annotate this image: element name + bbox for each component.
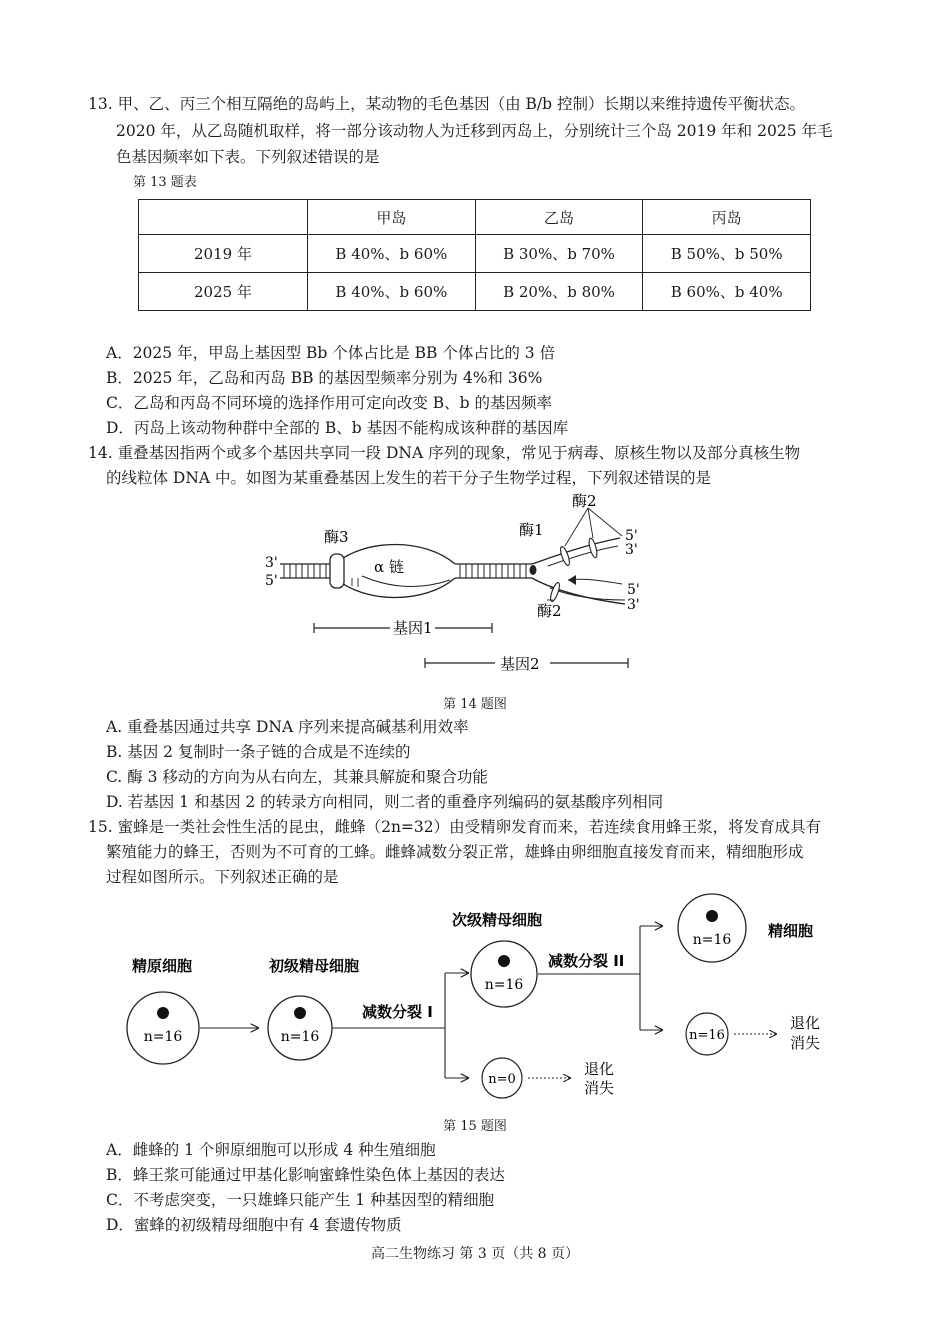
degenerate-1-line-2: 消失 bbox=[584, 1079, 615, 1097]
degenerate-n16: n=16 bbox=[689, 1028, 725, 1043]
label-secondary-spermatocyte: 次级精母细胞 bbox=[451, 911, 543, 929]
label-sperm: 精细胞 bbox=[768, 922, 814, 940]
q15-figure-caption: 第 15 题图 bbox=[443, 1119, 507, 1134]
q15-stem-line-1: 15. 蜜蜂是一类社会性生活的昆虫，雌蜂（2n=32）由受精卵发育而来，若连续食用蜂王浆，将发育成具有 bbox=[88, 818, 822, 836]
label-enzyme-2-bottom: 酶2 bbox=[537, 602, 562, 620]
label-right-top-3prime: 3' bbox=[625, 542, 638, 558]
q13-stem-line-1: 13. 甲、乙、丙三个相互隔绝的岛屿上，某动物的毛色基因（由 B/b 控制）长期以来维持遗传平衡状态。 bbox=[88, 95, 805, 113]
q13-stem-line-2: 2020 年，从乙岛随机取样，将一部分该动物人为迁移到丙岛上，分别统计三个岛 2019 年和 2025 年毛 bbox=[116, 122, 833, 140]
label-enzyme-1: 酶1 bbox=[519, 521, 544, 539]
q14-option-d: D. 若基因 1 和基因 2 的转录方向相同，则二者的重叠序列编码的氨基酸序列相同 bbox=[106, 793, 664, 811]
table-row bbox=[139, 273, 811, 311]
table-header-cell: 丙岛 bbox=[643, 200, 811, 235]
spermatogonium-cell bbox=[127, 992, 199, 1064]
table-cell: 2025 年 bbox=[139, 273, 308, 311]
q15-option-b: B．蜂王浆可能通过甲基化影响蜜蜂性染色体上基因的表达 bbox=[106, 1166, 505, 1184]
table-header-cell bbox=[139, 200, 308, 235]
q13-option-d: D．丙岛上该动物种群中全部的 B、b 基因不能构成该种群的基因库 bbox=[106, 419, 569, 437]
spermatogonium-n: n=16 bbox=[143, 1029, 183, 1045]
label-meiosis-2: 减数分裂 II bbox=[548, 952, 625, 970]
label-primary-spermatocyte: 初级精母细胞 bbox=[268, 957, 360, 975]
gene-frequency-table bbox=[138, 199, 811, 311]
table-cell: B 40%、b 60% bbox=[308, 273, 476, 311]
overlapping-gene-diagram bbox=[250, 488, 670, 683]
label-left-3prime: 3' bbox=[265, 555, 278, 571]
label-spermatogonium: 精原细胞 bbox=[131, 957, 193, 975]
table-header-row bbox=[139, 200, 811, 235]
label-meiosis-1: 减数分裂 I bbox=[362, 1003, 433, 1021]
q13-option-b: B．2025 年，乙岛和丙岛 BB 的基因型频率分别为 4%和 36% bbox=[106, 369, 543, 387]
q13-table-caption: 第 13 题表 bbox=[133, 175, 197, 190]
q15-stem-line-2: 繁殖能力的蜂王，否则为不可育的工蜂。雌蜂减数分裂正常，雄蜂由卵细胞直接发育而来，精细胞形成 bbox=[106, 843, 804, 861]
sperm-formation-diagram bbox=[100, 888, 860, 1110]
label-left-5prime: 5' bbox=[265, 573, 278, 589]
sperm-cell bbox=[678, 894, 746, 962]
secondary-spermatocyte-cell bbox=[471, 941, 537, 1007]
table-row bbox=[139, 235, 811, 273]
table-cell: B 30%、b 70% bbox=[475, 235, 643, 273]
label-right-mid-5prime: 5' bbox=[627, 582, 640, 598]
page-footer: 高二生物练习 第 3 页（共 8 页） bbox=[370, 1246, 580, 1262]
q14-stem-line-2: 的线粒体 DNA 中。如图为某重叠基因上发生的若干分子生物学过程，下列叙述错误的是 bbox=[106, 469, 712, 487]
label-enzyme-3: 酶3 bbox=[324, 528, 349, 546]
enzyme-1-shape bbox=[530, 565, 537, 575]
sperm-n: n=16 bbox=[692, 932, 732, 948]
table-cell: B 60%、b 40% bbox=[643, 273, 811, 311]
degenerate-1-line-1: 退化 bbox=[584, 1060, 615, 1078]
q13-stem-line-3: 色基因频率如下表。下列叙述错误的是 bbox=[116, 148, 380, 166]
table-cell: 2019 年 bbox=[139, 235, 308, 273]
q14-option-c: C. 酶 3 移动的方向为从右向左，其兼具解旋和聚合功能 bbox=[106, 768, 488, 786]
label-gene-2: 基因2 bbox=[500, 655, 540, 673]
label-gene-1: 基因1 bbox=[393, 619, 433, 637]
q13-option-a: A．2025 年，甲岛上基因型 Bb 个体占比是 BB 个体占比的 3 倍 bbox=[106, 344, 556, 362]
table-cell: B 50%、b 50% bbox=[643, 235, 811, 273]
q15-stem-line-3: 过程如图所示。下列叙述正确的是 bbox=[106, 868, 339, 886]
degenerate-n0: n=0 bbox=[488, 1072, 516, 1087]
degenerate-2-line-2: 消失 bbox=[790, 1034, 821, 1052]
secondary-n: n=16 bbox=[484, 977, 524, 993]
q14-stem-line-1: 14. 重叠基因指两个或多个基因共享同一段 DNA 序列的现象，常见于病毒、原核生物以及部分真核生物 bbox=[88, 444, 801, 462]
primary-spermatocyte-cell bbox=[268, 996, 332, 1060]
label-right-top-5prime: 5' bbox=[625, 528, 638, 544]
q15-option-a: A．雌蜂的 1 个卵原细胞可以形成 4 种生殖细胞 bbox=[106, 1141, 436, 1159]
label-alpha-chain: α 链 bbox=[374, 558, 404, 576]
degenerate-2-line-1: 退化 bbox=[790, 1014, 821, 1032]
q14-figure-caption: 第 14 题图 bbox=[443, 697, 507, 712]
q14-option-b: B. 基因 2 复制时一条子链的合成是不连续的 bbox=[106, 743, 411, 761]
enzyme-3-shape bbox=[330, 554, 344, 588]
q13-option-c: C．乙岛和丙岛不同环境的选择作用可定向改变 B、b 的基因频率 bbox=[106, 394, 553, 412]
q14-option-a: A. 重叠基因通过共享 DNA 序列来提高碱基利用效率 bbox=[106, 718, 469, 736]
label-enzyme-2-top: 酶2 bbox=[572, 492, 597, 510]
table-header-cell: 乙岛 bbox=[475, 200, 643, 235]
label-right-mid-3prime: 3' bbox=[627, 597, 640, 613]
q15-option-c: C．不考虑突变，一只雄蜂只能产生 1 种基因型的精细胞 bbox=[106, 1191, 495, 1209]
table-cell: B 40%、b 60% bbox=[308, 235, 476, 273]
q15-option-d: D．蜜蜂的初级精母细胞中有 4 套遗传物质 bbox=[106, 1216, 402, 1234]
table-cell: B 20%、b 80% bbox=[475, 273, 643, 311]
table-header-cell: 甲岛 bbox=[308, 200, 476, 235]
primary-n: n=16 bbox=[280, 1029, 320, 1045]
